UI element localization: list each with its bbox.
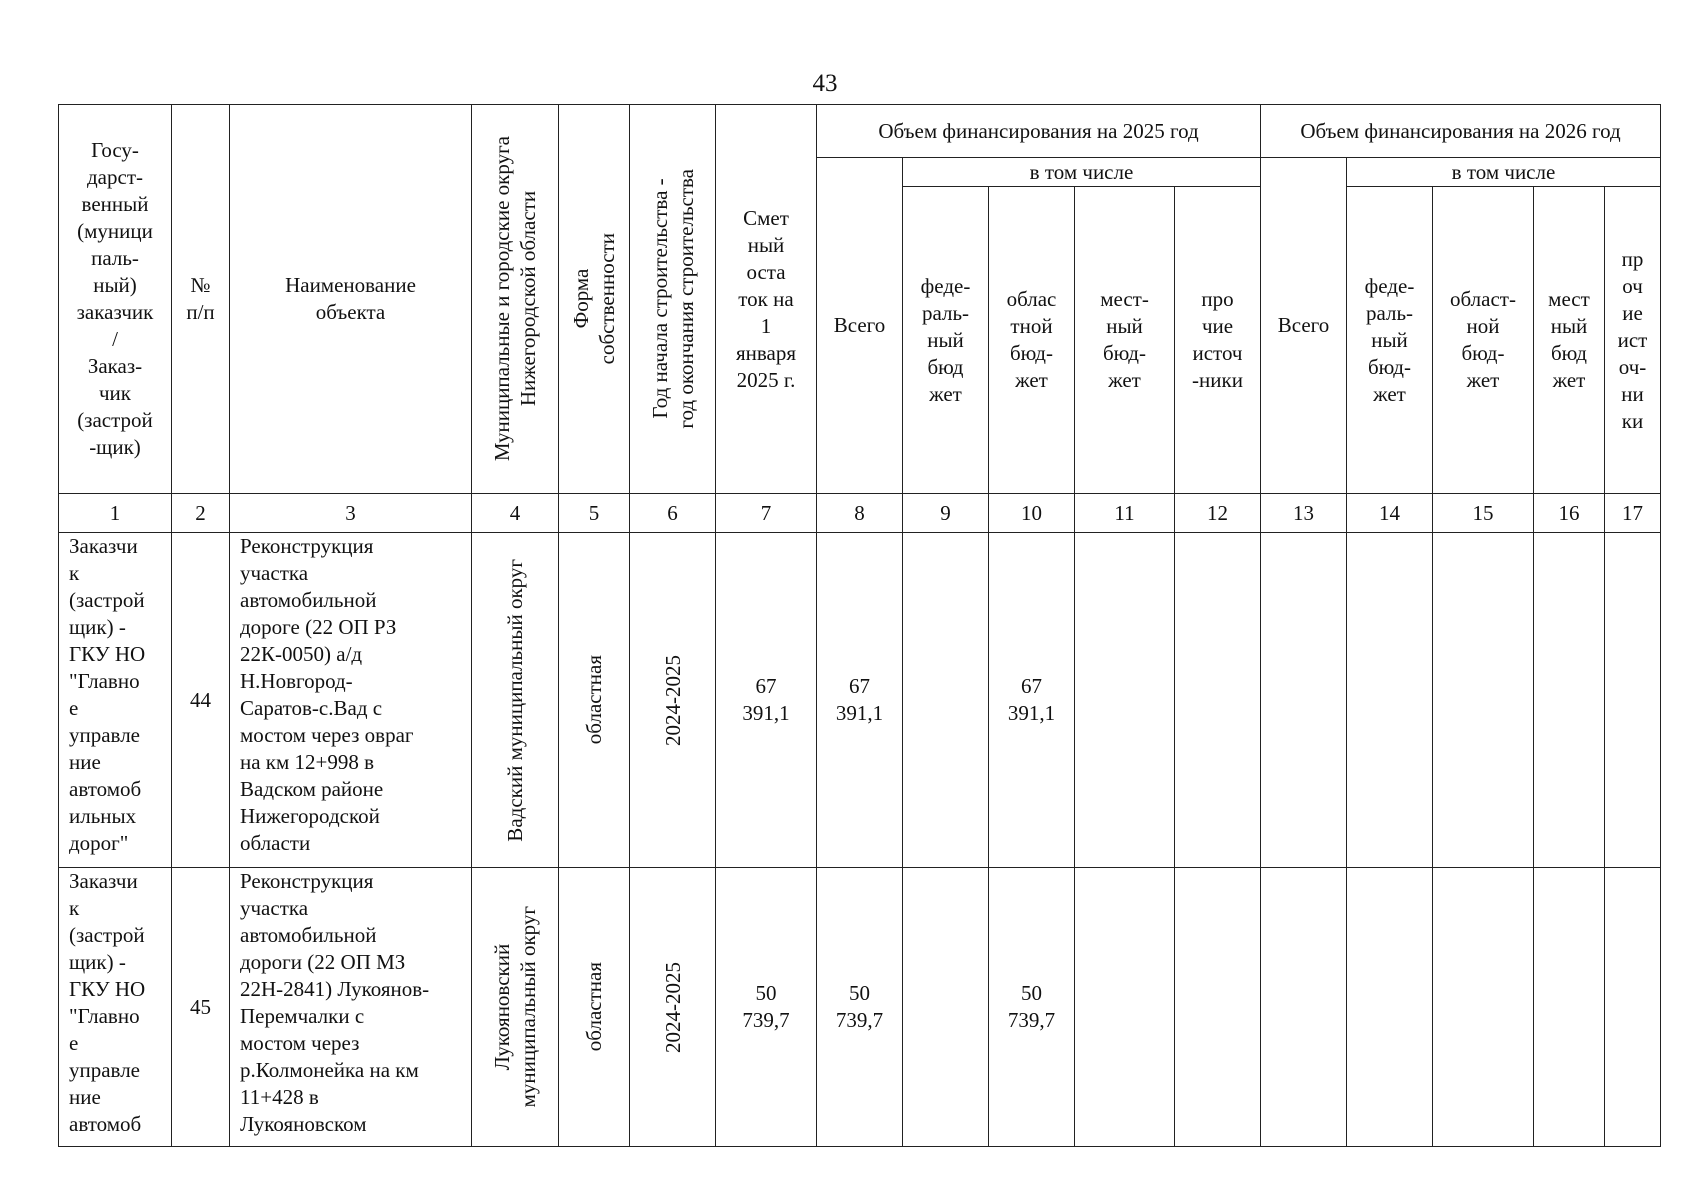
header-regional-2025: облас тной бюд- жет (989, 187, 1075, 494)
federal-2026-cell (1347, 533, 1433, 868)
header-total-2026: Всего (1261, 158, 1347, 494)
local-2026-cell (1534, 533, 1605, 868)
object-name-cell: Реконструкция участка автомобильной дороги (22 ОП МЗ 22Н-2841) Лукоянов- Перемчалки с мостом через р.Колмонейка на км 11+428 в Лукояновском (230, 868, 472, 1147)
number-cell: 44 (172, 533, 230, 868)
district-cell: Лукояновский муниципальный округ (472, 868, 559, 1147)
regional-2025-cell: 50 739,7 (989, 868, 1075, 1147)
header-including-2025: в том числе (903, 158, 1261, 187)
total-2026-cell (1261, 533, 1347, 868)
header-estimated-balance: Смет ный оста ток на 1 января 2025 г. (716, 105, 817, 494)
page-number: 43 (812, 70, 838, 97)
header-customer: Госу- дарст- венный (муници паль- ный) заказчик / Заказ- чик (застрой -щик) (59, 105, 172, 494)
header-ownership: Форма собственности (559, 105, 630, 494)
column-number: 8 (817, 494, 903, 533)
balance-cell: 50 739,7 (716, 868, 817, 1147)
column-number: 16 (1534, 494, 1605, 533)
other-2025-cell (1175, 533, 1261, 868)
header-other-2026: пр оч ие ист оч- ни ки (1605, 187, 1661, 494)
header-districts: Муниципальные и городские округа Нижегородской области (472, 105, 559, 494)
table-row (59, 533, 1661, 868)
header-number: № п/п (172, 105, 230, 494)
federal-2025-cell (903, 868, 989, 1147)
local-2025-cell (1075, 868, 1175, 1147)
customer-cell: Заказчи к (застрой щик) - ГКУ НО "Главно е управле ние автомоб (59, 868, 172, 1147)
header-including-2026: в том числе (1347, 158, 1661, 187)
column-number-row (59, 494, 1661, 533)
column-number: 6 (630, 494, 716, 533)
number-cell: 45 (172, 868, 230, 1147)
column-number: 13 (1261, 494, 1347, 533)
column-number: 4 (472, 494, 559, 533)
column-number: 7 (716, 494, 817, 533)
regional-2026-cell (1433, 868, 1534, 1147)
column-number: 12 (1175, 494, 1261, 533)
ownership-cell: областная (559, 533, 630, 868)
header-local-2026: мест ный бюд жет (1534, 187, 1605, 494)
header-regional-2026: област- ной бюд- жет (1433, 187, 1534, 494)
financing-table (58, 104, 1661, 1147)
header-financing-2026: Объем финансирования на 2026 год (1261, 105, 1661, 158)
other-2025-cell (1175, 868, 1261, 1147)
balance-cell: 67 391,1 (716, 533, 817, 868)
column-number: 1 (59, 494, 172, 533)
table-row (59, 868, 1661, 1147)
header-construction-years: Год начала строительства - год окончания строительства (630, 105, 716, 494)
total-2025-cell: 50 739,7 (817, 868, 903, 1147)
customer-cell: Заказчи к (застрой щик) - ГКУ НО "Главно е управле ние автомоб ильных дорог" (59, 533, 172, 868)
column-number: 3 (230, 494, 472, 533)
district-cell: Вадский муниципальный округ (472, 533, 559, 868)
years-cell: 2024-2025 (630, 533, 716, 868)
other-2026-cell (1605, 868, 1661, 1147)
regional-2025-cell: 67 391,1 (989, 533, 1075, 868)
other-2026-cell (1605, 533, 1661, 868)
total-2026-cell (1261, 868, 1347, 1147)
column-number: 17 (1605, 494, 1661, 533)
local-2025-cell (1075, 533, 1175, 868)
column-number: 10 (989, 494, 1075, 533)
header-local-2025: мест- ный бюд- жет (1075, 187, 1175, 494)
header-row (59, 105, 1661, 158)
column-number: 5 (559, 494, 630, 533)
years-cell: 2024-2025 (630, 868, 716, 1147)
ownership-cell: областная (559, 868, 630, 1147)
header-total-2025: Всего (817, 158, 903, 494)
column-number: 2 (172, 494, 230, 533)
total-2025-cell: 67 391,1 (817, 533, 903, 868)
header-federal-2026: феде- раль- ный бюд- жет (1347, 187, 1433, 494)
column-number: 9 (903, 494, 989, 533)
column-number: 14 (1347, 494, 1433, 533)
header-object-name: Наименование объекта (230, 105, 472, 494)
column-number: 15 (1433, 494, 1534, 533)
column-number: 11 (1075, 494, 1175, 533)
header-financing-2025: Объем финансирования на 2025 год (817, 105, 1261, 158)
object-name-cell: Реконструкция участка автомобильной дороге (22 ОП РЗ 22К-0050) а/д Н.Новгород- Саратов-с.Вад с мостом через овраг на км 12+998 в Вадском районе Нижегородской области (230, 533, 472, 868)
federal-2026-cell (1347, 868, 1433, 1147)
federal-2025-cell (903, 533, 989, 868)
header-other-2025: про чие источ -ники (1175, 187, 1261, 494)
regional-2026-cell (1433, 533, 1534, 868)
local-2026-cell (1534, 868, 1605, 1147)
header-federal-2025: феде- раль- ный бюд жет (903, 187, 989, 494)
